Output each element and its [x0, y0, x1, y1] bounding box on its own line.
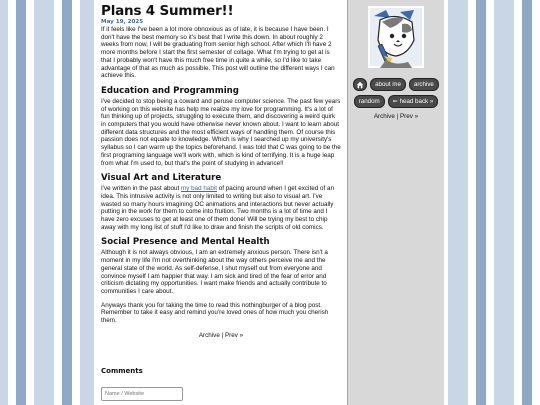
about-me-button[interactable]: about me	[370, 78, 406, 91]
sidebar-prev-link[interactable]: Prev »	[399, 113, 419, 120]
home-button[interactable]	[353, 78, 367, 91]
archive-button[interactable]: archive	[409, 78, 439, 91]
house-icon	[356, 81, 364, 89]
section-heading-social: Social Presence and Mental Health	[101, 237, 270, 248]
comments-title: Comments	[101, 366, 143, 375]
sidebar-button-row-1	[348, 78, 444, 91]
post-nav-separator: |	[219, 331, 225, 339]
bad-habit-link[interactable]: my bad habit	[180, 185, 218, 193]
blog-post-panel	[94, 0, 347, 405]
sidebar-archive-link[interactable]: Archive	[373, 113, 395, 120]
avatar-illustration	[368, 6, 424, 68]
comment-name-input[interactable]	[101, 387, 183, 401]
art-text-after: of pacing around when I get excited of an idea. This intrusive activity is not only limited to writing but also to visual art. I've wasted so many hours imagining OC animations and interactions but never actually putting in the work for them to come into fruition. Two months is a lot of time and I have zero excuses to get at least one of them done! Will be trying my best to chip away with my long list of stuff I'd like to draw and finish the scripts of old comics.	[101, 185, 334, 231]
post-title: Plans 4 Summer!!	[101, 3, 234, 19]
post-date: May 19, 2025	[101, 19, 144, 25]
sidebar-button-row-2	[348, 95, 444, 108]
section-text-social: Although it is not always obvious, I am an extremely anxious person. There isn't a moment in my life I'm not overthinking about the way others perceive me and the general state of the world. As self-defense, I shut myself out from everyone and convince myself I am happier that way. I am sick and tired of the fear of error and criticism dictating my opportunities. I want make friends and actually contribute to communities I care about.	[101, 249, 328, 295]
avatar	[368, 6, 424, 68]
post-nav-archive-link[interactable]: Archive	[198, 331, 220, 339]
sidebar-nav-separator: |	[394, 113, 400, 120]
post-nav	[101, 332, 341, 339]
head-back-button[interactable]: ⇐ head back »	[388, 95, 439, 108]
section-heading-education: Education and Programming	[101, 85, 239, 96]
sidebar-nav	[348, 113, 444, 120]
random-button[interactable]: random	[354, 95, 385, 108]
post-closing: Anyways thank you for taking the time to read this nothingburger of a blog post. Remember to take it easy and remind you're loved ones of how much you cherish them.	[101, 301, 329, 325]
post-intro: If it feels like I've been a lot more obnoxious as of late, it is because I have been. I don't have the best memory so it's best that I write this down. In about roughly 2 weeks from now, I will be graduating from senior high school. After which I'll have 2 more months before I start the first semester of collage. What I'm trying to get at is that I probably won't have this much free time in quite a while, so I'd like to take advantage of that as much as possible. This post will outline the different ways I can achieve this.	[101, 26, 335, 80]
art-text-before: I've written in the past about	[101, 185, 181, 193]
sidebar	[348, 0, 444, 405]
section-text-education: I've decided to stop being a coward and peruse computer science. The past few years of working on this website has help me realize my love for programming. It's a lot of fun thinking up of projects, struggling to execute them, and discovering a weird quirk in computers that you would have otherwise never known about. I want to learn about different data structures and the most efficient ways of handling them. Of course this passion does not equate to knowledge. Which is why I searched up my university's syllabus so I can warm up the topics beforehand. I was told that C was going to be the first programing language we'll work with, which is kind of terrifying. It is a huge leap from what I'm used to, but that's the point of studying in advance!!	[101, 97, 341, 167]
section-heading-art: Visual Art and Literature	[101, 173, 222, 184]
post-nav-prev-link[interactable]: Prev »	[224, 331, 244, 339]
section-text-art	[101, 185, 341, 231]
